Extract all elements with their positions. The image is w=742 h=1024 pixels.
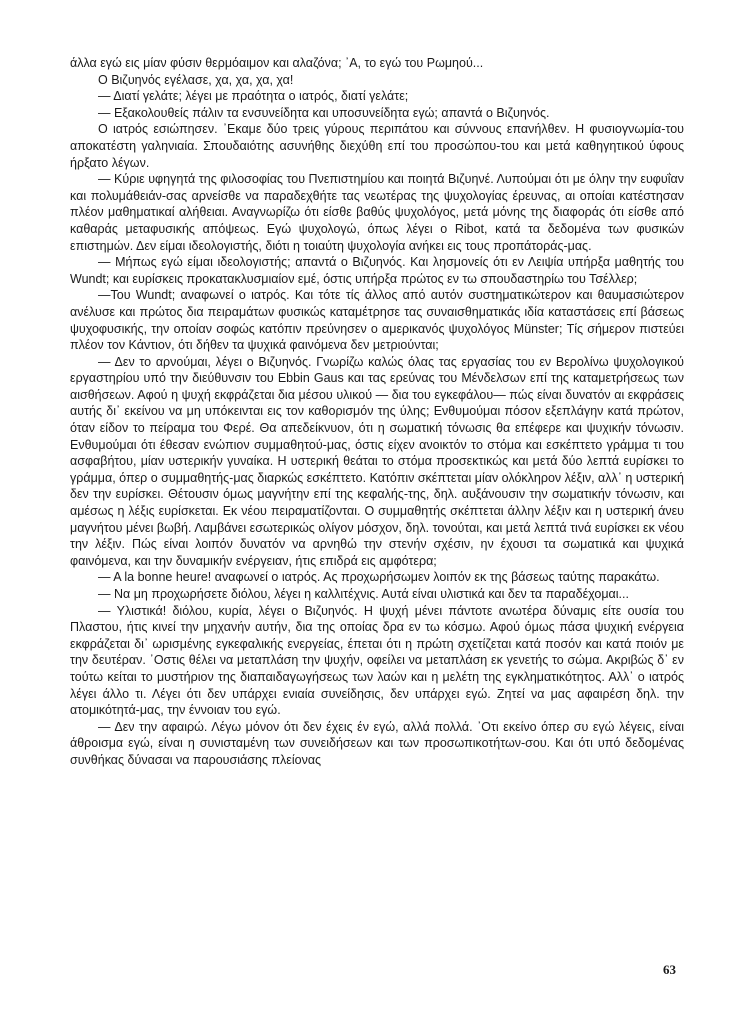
paragraph: Ο Βιζυηνός εγέλασε, χα, χα, χα, χα!	[98, 72, 294, 87]
paragraph: — Να μη προχωρήσετε διόλου, λέγει η καλλιτέχνις. Αυτά είναι υλιστικά και δεν τα παραδέχομαι...	[98, 587, 629, 601]
body-text	[70, 55, 684, 769]
paragraph: — Δεν το αρνούμαι, λέγει ο Βιζυηνός. Γνωρίζω καλώς όλας τας εργασίας του εν Βερολίνω ψυχολογικού εργαστηρίου υπό την διεύθυνσιν του Ebbin Gaus και τας ερεύνας του Μένδελσων επί της καταμετρήσεως των αισθήσεων. Αφού η ψυχή εκφράζεται δια μέσου υλικού — δια του εγκεφάλου— πώς είναι δυνατόν αι εκφράσεις αυτής δι᾽ εκείνου να μη υπόκεινται εις τον καθορισμόν της ύλης; Ενθυμούμαι πόσον εξεπλάγην κατά πρώτον, όταν είδον το πείραμα του Φερέ. Θα απεδείκνυον, ότι η σωματική τόνωσις θα επέφερε και ψυχικήν τόνωσιν. Ενθυμούμαι ότι έθεσαν ενώπιον συμμαθητού-μας, όστις είχεν ανοικτόν το στόμα και εσκέπτετο γράμμα τι του ασφαβήτου, μίαν υστερικήν γυναίκα. Η υστερική θεάται το στόμα προσεκτικώς και μετά δύο λεπτά ευρίσκει το γράμμα, όπερ ο συμμαθητής-μας διαρκώς εσκέπτετο. Κατόπιν σκέπτεται μίαν ολόκληρον λέξιν, αλλ᾽ η υστερική δεν την ευρίσκει. Θέτουσιν όμως μαγνήτην επί της κεφαλής-της, δηλ. αυξάνουσιν την σωματικήν τόνωσιν, και αμέσως η λέξις ευρίσκεται. Εκ νέου πειραματίζονται. Ο συμμαθητής σκέπτεται άλλην λέξιν και η υστερική άνευ μαγνήτου μένει βωβή. Λαμβάνει εσωτερικώς ολίγον μόσχον, δηλ. τονούται, και μετά λεπτά τινά ευρίσκει εκ νέου την λέξιν. Πώς είναι λοιπόν δυνατόν να αρνηθώ την στενήν σχέσιν, ην έχουσι τα σωματικά και ψυχικά φαινόμενα, και την δυναμικήν ενέργειαν, ήτις επιδρά εις αμφότερα;	[70, 354, 684, 568]
paragraph: — Διατί γελάτε; λέγει με πραότητα ο ιατρός, διατί γελάτε;	[98, 89, 409, 104]
paragraph: άλλα εγώ εις μίαν φύσιν θερμόαιμον και αλαζόνα; ᾽Α, το εγώ του Ρωμηού...	[70, 56, 484, 70]
paragraph: Ο ιατρός εσιώπησεν. ᾽Εκαμε δύο τρεις γύρους περιπάτου και σύννους επανήλθεν. Η φυσιογνωμία-του αποκατέστη γαληνιαία. Σπουδαιότης ασυνήθης διεχύθη επί του προσώπου-του και μετά καθηγητικού ύφους ήρξατο λέγων.	[70, 122, 684, 170]
paragraph: — Δεν την αφαιρώ. Λέγω μόνον ότι δεν έχεις έν εγώ, αλλά πολλά. ᾽Οτι εκείνο όπερ συ εγώ λέγεις, είναι άθροισμα εγώ, είναι η συνισταμένη των συνειδήσεων και των προσωπικοτήτων-σου. Και ότι υπό δεδομένας συνθήκας δύνασαι να παρουσιάσης πλείονας	[70, 719, 684, 767]
paragraph: — A la bonne heure! αναφωνεί ο ιατρός. Ας προχωρήσωμεν λοιπόν εκ της βάσεως ταύτης παρακάτω.	[98, 570, 660, 585]
page-number: 63	[663, 962, 676, 977]
paragraph: — Εξακολουθείς πάλιν τα ενσυνείδητα και υποσυνείδητα εγώ; απαντά ο Βιζυηνός.	[98, 105, 550, 120]
paragraph: —Του Wundt; αναφωνεί ο ιατρός. Και τότε τίς άλλος από αυτόν συστηματικώτερον και θαυμασιώτερον ανέλυσε και πρώτος δια πειραμάτων φυσικώς καταμέτρησε τας συναισθηματικάς ιδία καταστάσεις επί βάσεως ψυχοφυσικής, την οποίαν σοφώς κατόπιν πρεύνησεν ο αμερικανός ψυχολόγος Münster; Τίς σήμερον πιστεύει πλέον τον Κάντιον, ότι δήθεν τα ψυχικά φαινόμενα δεν μετριούνται;	[70, 288, 684, 353]
paragraph: — Μήπως εγώ είμαι ιδεολογιστής; απαντά ο Βιζυηνός. Και λησμονείς ότι εν Λειψία υπήρξα μαθητής του Wundt; και ευρίσκεις προκατακλυσμιαίον εμέ, όστις υπήρξα πρώτος εν τω σπουδαστηρίω του Τσέλλερ;	[70, 255, 684, 286]
paragraph: — Κύριε υφηγητά της φιλοσοφίας του Πνεπιστημίου και ποιητά Βιζυηνέ. Λυπούμαι ότι με όλην την ευφυΐαν και πολυμάθειάν-σας αρνείσθε να παραδεχθήτε τας νεωτέρας της ψυχολογίας έρευνας, αι οποίαι κατέστησαν πλέον μαθηματικαί αλήθειαι. Αναγνωρίζω ότι είσθε βαθύς ψυχολόγος, μετά μόνης της διαφοράς ότι είσθε από καθαράς μεταφυσικής απόψεως. Εγώ ψυχολογώ, όπως λέγει ο Ribot, κατά τα δεδομένα των φυσικών επιστημών. Δεν είμαι ιδεολογιστής, διότι η τοιαύτη ψυχολογία ανήκει εις τους προπάτοράς-μας.	[70, 172, 684, 253]
paragraph: — Υλιστικά! διόλου, κυρία, λέγει ο Βιζυηνός. Η ψυχή μένει πάντοτε ανωτέρα δύναμις είτε ουσία του Πλαστου, ήτις κινεί την μηχανήν αυτήν, δια της οποίας δρα εν τω κόσμω. Αφού όμως πάσα ψυχική ενέργεια εκφράζεται δι᾽ ωρισμένης εγκεφαλικής ενεργείας, έπεται ότι η πρώτη σχετίζεται κατά ποσόν και κατά ποιόν με την δευτέραν. ᾽Οστις θέλει να μεταπλάση την ψυχήν, οφείλει να μεταπλάση εκ γενετής το σώμα. Ακριβώς δ᾽ εν τούτω κείται το μυστήριον της διαπαιδαγωγήσεως των λαών και η μελέτη της εγκληματικότητος. Αλλ᾽ ο ιατρός λέγει άλλο τι. Λέγει ότι δεν υπάρχει ενιαία συνείδησις, δεν υπάρχει εγώ. Ζητεί να μας αφαιρέση δηλ. την ατομικότητά-μας, την έννοιαν του εγώ.	[70, 603, 684, 718]
